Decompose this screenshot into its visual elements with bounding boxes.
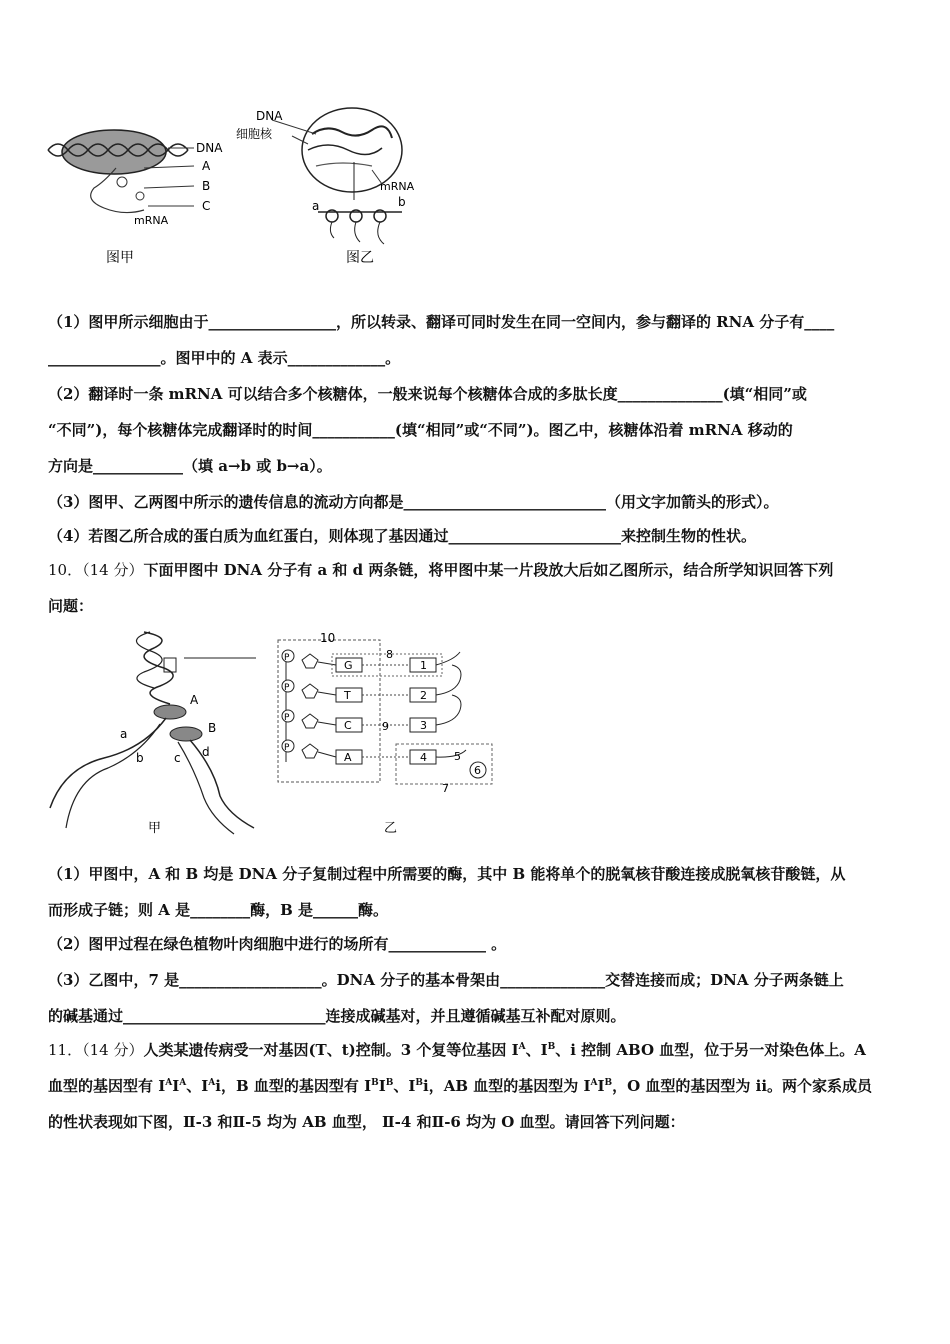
q10-part3-line1: （3）乙图中，7 是___________________。DNA 分子的基本骨架由______________交替连接而成；DNA 分子两条链上 — [48, 971, 844, 989]
q9-part4: （4）若图乙所合成的蛋白质为血红蛋白，则体现了基因通过_______________________来控制生物的性状。 — [48, 527, 756, 545]
label-10: 10 — [320, 632, 336, 645]
caption-q10-jia: 甲 — [148, 821, 162, 836]
backbone-right — [436, 652, 466, 757]
dna-in-nucleus — [312, 126, 392, 138]
label-b: B — [202, 179, 211, 193]
q11-text: i，AB 血型的基因型为 I — [423, 1077, 591, 1095]
q11-text: 血型的基因型有 I — [48, 1077, 166, 1095]
link — [318, 722, 336, 725]
base-c: C — [344, 719, 352, 732]
mrna-in-nucleus — [316, 163, 372, 166]
q9-part3: （3）图甲、乙两图中所示的遗传信息的流动方向都是___________________________（用文字加箭头的形式）。 — [48, 493, 779, 511]
figure-q10-yi — [276, 632, 502, 838]
superscript: B — [385, 1078, 394, 1088]
superscript: A — [590, 1078, 598, 1088]
label-a-enzyme: A — [190, 693, 199, 707]
base-3: 3 — [420, 719, 427, 732]
label-a: a — [312, 199, 320, 213]
q10-part1-line1: （1）甲图中，A 和 B 均是 DNA 分子复制过程中所需要的酶，其中 B 能将单个的脱氧核苷酸连接成脱氧核苷酸链，从 — [48, 865, 846, 883]
q9-part2-line3: 方向是____________（填 a→b 或 b→a）。 — [48, 457, 332, 475]
q11-text: ，O 血型的基因型为 ii。两个家系成员 — [612, 1077, 873, 1095]
label-b-enzyme: B — [208, 721, 217, 735]
strand-b — [66, 724, 160, 828]
label-c: C — [202, 199, 211, 213]
label-dna: DNA — [196, 141, 223, 155]
sugar — [302, 714, 318, 728]
label-7: 7 — [442, 782, 449, 795]
label-c-strand: c — [174, 751, 181, 765]
phosphate-label: P — [284, 713, 290, 723]
link — [318, 662, 336, 665]
label-5: 5 — [454, 750, 461, 763]
q11-line2 — [48, 1076, 908, 1096]
q9-part2-line2: “不同”)，每个核糖体完成翻译时的时间___________(填“相同”或“不同”)。图乙中，核糖体沿着 mRNA 移动的 — [48, 421, 793, 439]
q11-number: 11．（14 分） — [48, 1041, 144, 1059]
q10-stem-line2: 问题： — [48, 597, 94, 615]
leader-line — [144, 186, 194, 188]
base-g: G — [344, 659, 353, 672]
q11-text: I — [378, 1077, 386, 1095]
base-t: T — [344, 689, 351, 702]
superscript: A — [179, 1078, 187, 1088]
base-4: 4 — [420, 751, 427, 764]
q10-stem-text: 下面甲图中 DNA 分子有 a 和 d 两条链，将甲图中某一片段放大后如乙图所示，结合所学知识回答下列 — [143, 561, 834, 579]
base-a: A — [344, 751, 352, 764]
zoom-box — [164, 658, 176, 672]
label-mrna: mRNA — [380, 180, 415, 193]
base-row-1 — [282, 650, 436, 672]
strand-a — [50, 718, 166, 808]
label-b: b — [398, 195, 406, 209]
dna-helix — [144, 632, 173, 704]
box-10 — [278, 640, 380, 782]
peptide — [355, 222, 360, 242]
q11-text: I — [597, 1077, 605, 1095]
link — [318, 752, 336, 757]
label-a-strand: a — [120, 727, 128, 741]
label-b-strand: b — [136, 751, 144, 765]
base-row-2 — [282, 680, 436, 702]
base-1: 1 — [420, 659, 427, 672]
label-9: 9 — [382, 720, 389, 733]
sugar — [302, 744, 318, 758]
label-mrna: mRNA — [134, 214, 169, 227]
superscript: B — [604, 1078, 613, 1088]
superscript: A — [518, 1042, 526, 1052]
q10-part2: （2）图甲过程在绿色植物叶肉细胞中进行的场所有_____________ 。 — [48, 935, 507, 953]
q11-text: 人类某遗传病受一对基因(T、t)控制。3 个复等位基因 I — [143, 1041, 519, 1059]
q11-line1 — [48, 1040, 908, 1060]
q11-text: i，B 血型的基因型有 I — [215, 1077, 372, 1095]
label-nucleus: 细胞核 — [236, 127, 273, 141]
superscript: A — [165, 1078, 173, 1088]
enzyme-a — [154, 705, 186, 719]
phosphate-label: P — [284, 743, 290, 753]
superscript: A — [208, 1078, 216, 1088]
leader-line — [292, 136, 308, 144]
q11-text: 、I — [186, 1077, 209, 1095]
caption-yi: 图乙 — [346, 250, 374, 266]
ribosome — [136, 192, 144, 200]
superscript: B — [415, 1078, 423, 1088]
caption-q10-yi: 乙 — [384, 821, 398, 836]
enzyme-b — [170, 727, 202, 741]
q9-part1-line2: _______________。图甲中的 A 表示_____________。 — [48, 349, 401, 367]
q11-text: 、I — [525, 1041, 548, 1059]
q11-text: 、i 控制 ABO 血型，位于另一对染色体上。A — [555, 1041, 866, 1059]
q10-number: 10．（14 分） — [48, 561, 144, 579]
base-row-3 — [282, 710, 436, 732]
label-d-strand: d — [202, 745, 210, 759]
link — [318, 692, 336, 695]
sugar — [302, 684, 318, 698]
dna-in-nucleus-2 — [308, 145, 382, 155]
base-2: 2 — [420, 689, 427, 702]
phosphate-label: P — [284, 683, 290, 693]
superscript: B — [547, 1042, 556, 1052]
ribosome — [117, 177, 127, 187]
peptide — [330, 222, 334, 238]
figure-jia — [44, 120, 244, 270]
label-6: 6 — [474, 764, 481, 777]
caption-jia: 图甲 — [106, 250, 134, 266]
q10-stem-line1 — [48, 560, 908, 580]
figure-yi — [232, 104, 432, 270]
label-a: A — [202, 159, 211, 173]
dna-helix-2 — [136, 632, 162, 688]
peptide — [378, 222, 384, 244]
strand-d — [190, 740, 254, 828]
label-dna: DNA — [256, 109, 283, 123]
sugar — [302, 654, 318, 668]
q11-text: 、I — [393, 1077, 416, 1095]
q10-part3-line2: 的碱基通过___________________________连接成碱基对，并且遵循碱基互补配对原则。 — [48, 1007, 626, 1025]
q9-part1-line1: （1）图甲所示细胞由于_________________，所以转录、翻译可同时发生在同一空间内，参与翻译的 RNA 分子有____ — [48, 313, 835, 331]
q9-part2-line1: （2）翻译时一条 mRNA 可以结合多个核糖体，一般来说每个核糖体合成的多肽长度______________(填“相同”或 — [48, 385, 807, 403]
superscript: B — [371, 1078, 379, 1088]
label-8: 8 — [386, 648, 393, 661]
phosphate-label: P — [284, 653, 290, 663]
q10-part1-line2: 而形成子链；则 A 是________酶，B 是______酶。 — [48, 901, 388, 919]
figure-q10-jia — [44, 628, 274, 838]
q11-line3: 的性状表现如下图，Ⅱ-3 和Ⅱ-5 均为 AB 血型， Ⅱ-4 和Ⅱ-6 均为 O 血型。请回答下列问题： — [48, 1113, 685, 1131]
q11-text: I — [172, 1077, 180, 1095]
